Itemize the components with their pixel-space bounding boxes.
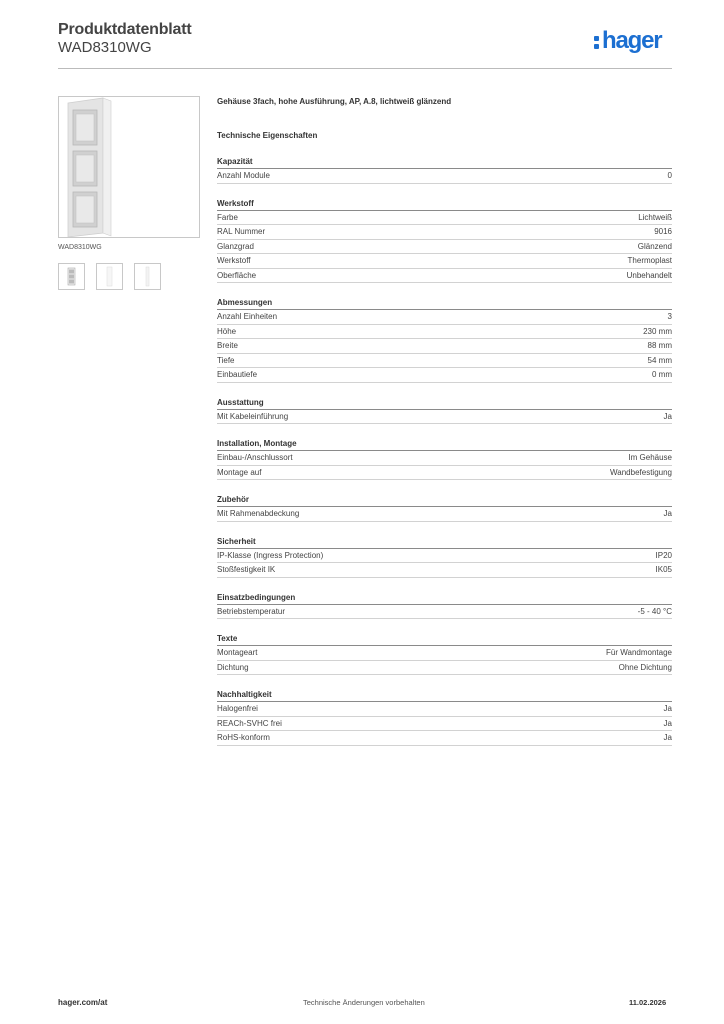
spec-row — [217, 254, 672, 269]
spec-value: 9016 — [654, 227, 672, 236]
spec-value: IP20 — [655, 550, 672, 560]
spec-row — [217, 339, 672, 354]
spec-content — [217, 96, 672, 746]
spec-value: Wandbefestigung — [610, 467, 672, 477]
spec-row — [217, 451, 672, 466]
spec-group-title: Ausstattung — [217, 397, 672, 410]
spec-value: Ja — [663, 704, 672, 713]
spec-row — [217, 325, 672, 340]
hager-logo — [594, 29, 661, 53]
spec-row — [217, 605, 672, 620]
spec-value: Glänzend — [637, 241, 672, 251]
page-title: Produktdatenblatt — [58, 21, 192, 38]
spec-group — [217, 297, 672, 383]
product-image — [58, 96, 200, 238]
logo-dots-icon — [594, 33, 599, 49]
spec-group — [217, 494, 672, 522]
spec-group-title: Installation, Montage — [217, 438, 672, 451]
spec-row — [217, 507, 672, 522]
spec-row — [217, 563, 672, 578]
thumbnail-front[interactable] — [58, 263, 85, 290]
spec-label: RAL Nummer — [217, 227, 266, 236]
spec-group-title: Kapazität — [217, 156, 672, 169]
spec-group — [217, 592, 672, 620]
spec-label: Breite — [217, 341, 238, 350]
spec-label: Betriebstemperatur — [217, 606, 286, 616]
spec-label: Tiefe — [217, 355, 235, 365]
thumbnail-back[interactable] — [134, 263, 161, 290]
footer-date: 11.02.2026 — [629, 998, 667, 1007]
spec-row — [217, 410, 672, 425]
spec-group-title: Nachhaltigkeit — [217, 689, 672, 702]
spec-label: Montageart — [217, 648, 258, 657]
footer-website-link[interactable]: hager.com/at — [58, 998, 108, 1007]
spec-row — [217, 661, 672, 676]
spec-group — [217, 198, 672, 284]
spec-value: Ja — [663, 509, 672, 518]
spec-value: Im Gehäuse — [628, 453, 672, 462]
section-heading: Technische Eigenschaften — [217, 131, 318, 140]
spec-label: Mit Rahmenabdeckung — [217, 509, 300, 518]
spec-group — [217, 633, 672, 675]
spec-row — [217, 211, 672, 226]
spec-value: Ja — [663, 411, 672, 421]
enclosure-back-icon — [135, 264, 160, 289]
header-divider — [58, 68, 672, 69]
spec-group — [217, 438, 672, 480]
spec-row — [217, 240, 672, 255]
spec-groups — [217, 156, 672, 746]
spec-label: Glanzgrad — [217, 241, 254, 251]
product-image-caption: WAD8310WG — [58, 244, 102, 251]
spec-group-title: Zubehör — [217, 494, 672, 507]
spec-group-title: Sicherheit — [217, 536, 672, 549]
thumbnail-strip — [58, 263, 161, 290]
thumbnail-side[interactable] — [96, 263, 123, 290]
spec-value: 3 — [667, 312, 672, 321]
spec-value: Lichtweiß — [638, 212, 672, 222]
logo-text: hager — [602, 27, 662, 54]
spec-value: Ja — [663, 733, 672, 742]
spec-row — [217, 169, 672, 184]
footer-disclaimer: Technische Änderungen vorbehalten — [303, 998, 425, 1007]
spec-group-title: Texte — [217, 633, 672, 646]
enclosure-3fach-icon — [59, 97, 199, 237]
spec-label: Mit Kabeleinführung — [217, 411, 289, 421]
spec-label: Halogenfrei — [217, 704, 258, 713]
product-description: Gehäuse 3fach, hohe Ausführung, AP, A.8, lichtweiß glänzend — [217, 97, 452, 106]
enclosure-side-icon — [97, 264, 122, 289]
spec-label: Einbautiefe — [217, 370, 258, 379]
spec-row — [217, 466, 672, 481]
spec-label: Einbau-/Anschlussort — [217, 453, 293, 462]
spec-group-title: Einsatzbedingungen — [217, 592, 672, 605]
spec-value: Ohne Dichtung — [618, 662, 672, 672]
spec-value: Unbehandelt — [626, 270, 672, 280]
spec-group — [217, 536, 672, 578]
spec-label: Montage auf — [217, 467, 262, 477]
spec-value: IK05 — [655, 565, 672, 574]
spec-value: 54 mm — [647, 355, 672, 365]
spec-label: IP-Klasse (Ingress Protection) — [217, 550, 324, 560]
spec-value: Thermoplast — [627, 256, 672, 265]
spec-row — [217, 549, 672, 564]
spec-row — [217, 225, 672, 240]
enclosure-front-icon — [59, 264, 84, 289]
spec-value: -5 - 40 °C — [637, 606, 672, 616]
spec-label: Werkstoff — [217, 256, 251, 265]
spec-group-title: Abmessungen — [217, 297, 672, 310]
spec-label: Höhe — [217, 326, 237, 336]
spec-row — [217, 269, 672, 284]
article-number: WAD8310WG — [58, 39, 152, 56]
spec-label: Anzahl Module — [217, 171, 270, 180]
spec-label: Farbe — [217, 212, 238, 222]
spec-label: Oberfläche — [217, 270, 257, 280]
spec-group — [217, 156, 672, 184]
spec-value: Ja — [663, 718, 672, 728]
spec-value: Für Wandmontage — [606, 648, 672, 657]
spec-value: 0 — [667, 171, 672, 180]
spec-group — [217, 689, 672, 746]
spec-value: 230 mm — [643, 326, 672, 336]
spec-group-title: Werkstoff — [217, 198, 672, 211]
spec-value: 88 mm — [647, 341, 672, 350]
spec-row — [217, 646, 672, 661]
spec-row — [217, 368, 672, 383]
spec-row — [217, 310, 672, 325]
spec-label: Anzahl Einheiten — [217, 312, 278, 321]
spec-label: Stoßfestigkeit IK — [217, 565, 276, 574]
spec-row — [217, 354, 672, 369]
spec-label: RoHS-konform — [217, 733, 270, 742]
spec-group — [217, 397, 672, 425]
spec-row — [217, 702, 672, 717]
spec-label: Dichtung — [217, 662, 249, 672]
spec-row — [217, 717, 672, 732]
spec-value: 0 mm — [652, 370, 672, 379]
spec-row — [217, 731, 672, 746]
spec-label: REACh-SVHC frei — [217, 718, 282, 728]
